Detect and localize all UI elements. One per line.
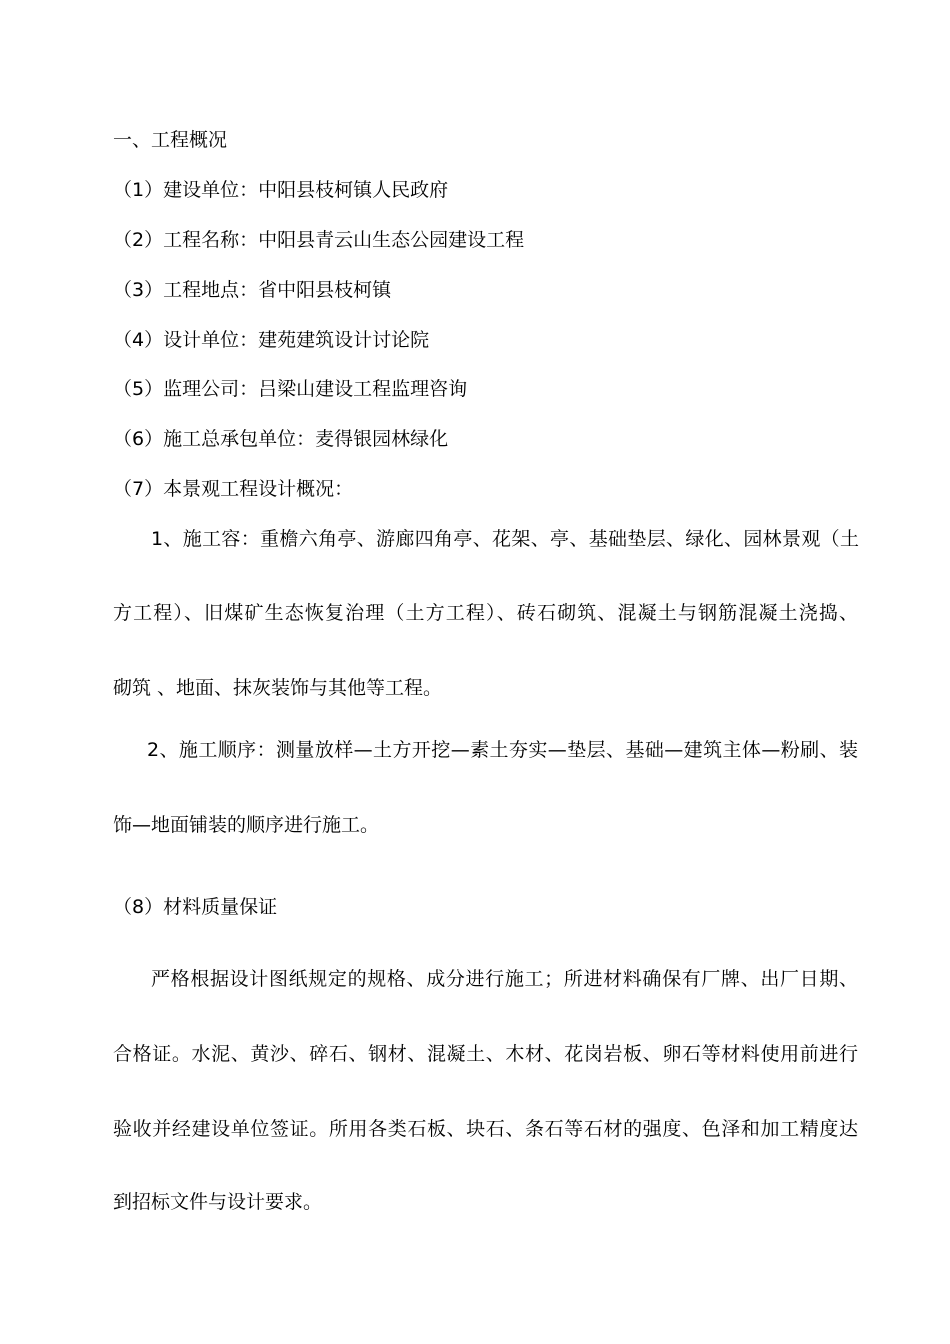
material-paragraph-line-4: 到招标文件与设计要求。	[113, 1191, 323, 1213]
content-paragraph-line-2: 方工程）、旧煤矿生态恢复治理（土方工程）、砖石砌筑、混凝土与钢筋混凝土浇捣、	[113, 602, 858, 624]
material-paragraph-line-3: 验收并经建设单位签证。所用各类石板、块石、条石等石材的强度、色泽和加工精度达	[113, 1118, 858, 1140]
info-item-project-name: （2）工程名称：中阳县青云山生态公园建设工程	[113, 229, 525, 251]
sequence-paragraph-line-2: 饰—地面铺装的顺序进行施工。	[113, 814, 380, 836]
sequence-paragraph-line-1: 2、施工顺序：测量放样—土方开挖—素土夯实—垫层、基础—建筑主体—粉刷、装	[147, 739, 858, 761]
material-paragraph-line-2: 合格证。水泥、黄沙、碎石、钢材、混凝土、木材、花岗岩板、卵石等材料使用前进行	[113, 1043, 858, 1065]
material-paragraph-line-1: 严格根据设计图纸规定的规格、成分进行施工；所进材料确保有厂牌、出厂日期、	[151, 968, 858, 990]
content-paragraph-line-1: 1、施工容：重檐六角亭、游廊四角亭、花架、亭、基础垫层、绿化、园林景观（土	[151, 528, 859, 550]
info-item-designer: （4）设计单位：建苑建筑设计讨论院	[113, 329, 430, 351]
info-item-contractor: （6）施工总承包单位：麦得银园林绿化	[113, 428, 449, 450]
info-item-owner: （1）建设单位：中阳县枝柯镇人民政府	[113, 179, 449, 201]
info-item-design-overview: （7）本景观工程设计概况：	[113, 478, 354, 500]
section-heading: 一、工程概况	[113, 129, 228, 151]
content-paragraph-line-3: 砌筑 、地面、抹灰装饰与其他等工程。	[113, 677, 443, 699]
material-heading: （8）材料质量保证	[113, 896, 278, 918]
info-item-supervisor: （5）监理公司：吕梁山建设工程监理咨询	[113, 378, 468, 400]
info-item-location: （3）工程地点：省中阳县枝柯镇	[113, 279, 392, 301]
